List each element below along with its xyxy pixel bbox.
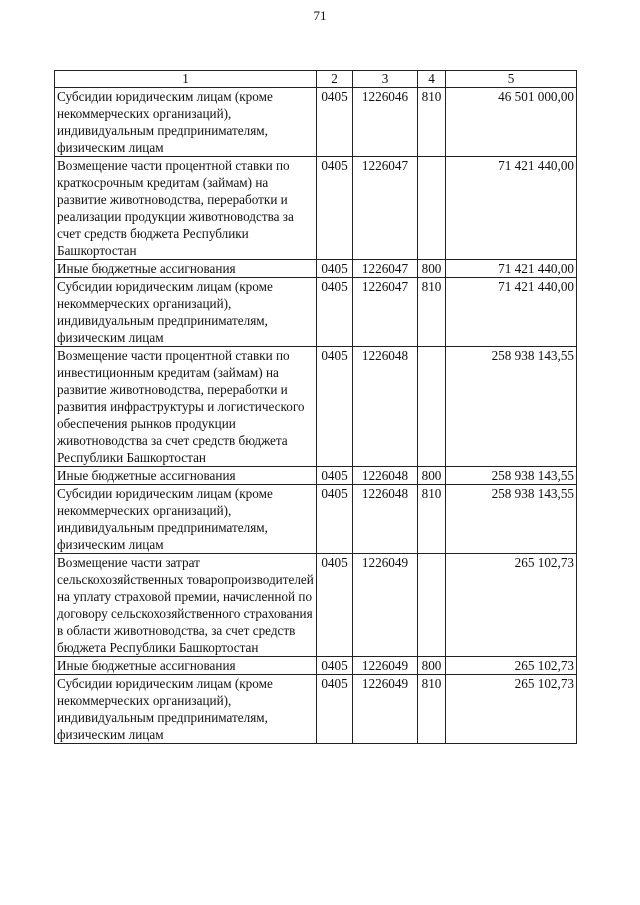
row-type xyxy=(418,157,446,260)
table-row xyxy=(55,278,577,347)
row-name: Иные бюджетные ассигнования xyxy=(55,467,317,485)
row-amount: 265 102,73 xyxy=(446,675,577,744)
table-row xyxy=(55,485,577,554)
row-type: 810 xyxy=(418,675,446,744)
row-article: 1226049 xyxy=(353,554,418,657)
table-row xyxy=(55,657,577,675)
row-article: 1226047 xyxy=(353,157,418,260)
row-type xyxy=(418,554,446,657)
row-amount: 71 421 440,00 xyxy=(446,157,577,260)
row-section: 0405 xyxy=(317,278,353,347)
row-amount: 71 421 440,00 xyxy=(446,278,577,347)
row-type: 800 xyxy=(418,467,446,485)
row-article: 1226049 xyxy=(353,657,418,675)
table-row xyxy=(55,467,577,485)
row-article: 1226047 xyxy=(353,260,418,278)
row-section: 0405 xyxy=(317,88,353,157)
row-section: 0405 xyxy=(317,554,353,657)
row-type: 810 xyxy=(418,88,446,157)
row-type xyxy=(418,347,446,467)
page-number: 71 xyxy=(313,8,327,23)
header-cell-article: 3 xyxy=(353,71,418,88)
header-cell-type: 4 xyxy=(418,71,446,88)
row-article: 1226047 xyxy=(353,278,418,347)
row-section: 0405 xyxy=(317,657,353,675)
row-type: 810 xyxy=(418,278,446,347)
row-type: 800 xyxy=(418,260,446,278)
row-amount: 258 938 143,55 xyxy=(446,347,577,467)
table-row xyxy=(55,675,577,744)
header-cell-amount: 5 xyxy=(446,71,577,88)
row-article: 1226048 xyxy=(353,485,418,554)
row-name: Субсидии юридическим лицам (кроме некоммерческих организаций), индивидуальным предпринимателям, физическим лицам xyxy=(55,675,317,744)
row-section: 0405 xyxy=(317,467,353,485)
row-type: 800 xyxy=(418,657,446,675)
row-name: Возмещение части затрат сельскохозяйственных товаропроизводителей на уплату страховой премии, начисленной по договору сельскохозяйственного страхования в области животноводства, за счет средств бюджета Республики Башкортостан xyxy=(55,554,317,657)
row-amount: 265 102,73 xyxy=(446,554,577,657)
row-section: 0405 xyxy=(317,157,353,260)
table-row xyxy=(55,554,577,657)
row-article: 1226048 xyxy=(353,347,418,467)
row-amount: 258 938 143,55 xyxy=(446,485,577,554)
row-amount: 71 421 440,00 xyxy=(446,260,577,278)
row-section: 0405 xyxy=(317,347,353,467)
row-name: Возмещение части процентной ставки по инвестиционным кредитам (займам) на развитие животноводства, переработки и развития инфраструктуры и логистического обеспечения рынков продукции животноводства за счет средств бюджета Республики Башкортостан xyxy=(55,347,317,467)
row-name: Возмещение части процентной ставки по краткосрочным кредитам (займам) на развитие животноводства, переработки и реализации продукции животноводства за счет средств бюджета Республики Башкортостан xyxy=(55,157,317,260)
header-cell-name: 1 xyxy=(55,71,317,88)
table-row xyxy=(55,157,577,260)
row-article: 1226046 xyxy=(353,88,418,157)
row-article: 1226048 xyxy=(353,467,418,485)
table-row xyxy=(55,347,577,467)
row-type: 810 xyxy=(418,485,446,554)
header-cell-section: 2 xyxy=(317,71,353,88)
table-row xyxy=(55,260,577,278)
row-amount: 258 938 143,55 xyxy=(446,467,577,485)
row-section: 0405 xyxy=(317,485,353,554)
row-name: Субсидии юридическим лицам (кроме некоммерческих организаций), индивидуальным предпринимателям, физическим лицам xyxy=(55,278,317,347)
row-section: 0405 xyxy=(317,260,353,278)
row-name: Иные бюджетные ассигнования xyxy=(55,657,317,675)
row-amount: 46 501 000,00 xyxy=(446,88,577,157)
row-amount: 265 102,73 xyxy=(446,657,577,675)
row-name: Субсидии юридическим лицам (кроме некоммерческих организаций), индивидуальным предпринимателям, физическим лицам xyxy=(55,88,317,157)
row-article: 1226049 xyxy=(353,675,418,744)
budget-table xyxy=(54,70,577,744)
row-section: 0405 xyxy=(317,675,353,744)
table-row xyxy=(55,88,577,157)
row-name: Иные бюджетные ассигнования xyxy=(55,260,317,278)
header-row xyxy=(55,71,577,88)
row-name: Субсидии юридическим лицам (кроме некоммерческих организаций), индивидуальным предпринимателям, физическим лицам xyxy=(55,485,317,554)
